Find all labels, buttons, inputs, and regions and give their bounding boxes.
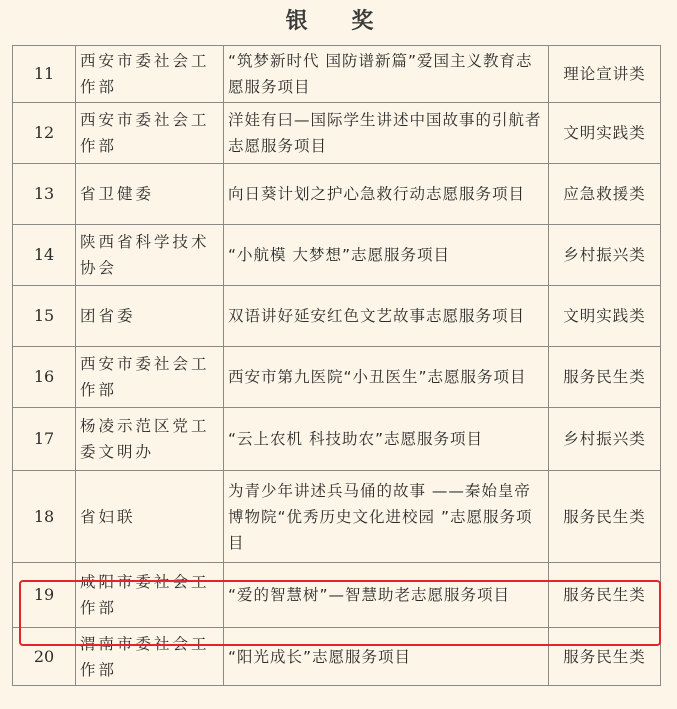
row-project: “筑梦新时代 国防谱新篇”爱国主义教育志愿服务项目: [224, 46, 549, 103]
table-row: [13, 628, 661, 686]
row-organization: 咸阳市委社会工作部: [76, 563, 224, 628]
row-category: 理论宣讲类: [549, 46, 661, 103]
table-row: [13, 103, 661, 164]
row-category: 应急救援类: [549, 164, 661, 225]
table-row: [13, 347, 661, 408]
row-number: 12: [13, 103, 76, 164]
table-row: [13, 225, 661, 286]
row-project: 洋娃有曰—国际学生讲述中国故事的引航者志愿服务项目: [224, 103, 549, 164]
row-organization: 西安市委社会工作部: [76, 46, 224, 103]
row-organization: 杨凌示范区党工委文明办: [76, 408, 224, 471]
awards-table: [12, 45, 661, 686]
row-number: 20: [13, 628, 76, 686]
row-number: 14: [13, 225, 76, 286]
row-project: “小航模 大梦想”志愿服务项目: [224, 225, 549, 286]
row-category: 服务民生类: [549, 471, 661, 563]
row-number: 15: [13, 286, 76, 347]
row-organization: 陕西省科学技术协会: [76, 225, 224, 286]
row-organization: 省妇联: [76, 471, 224, 563]
row-category: 文明实践类: [549, 103, 661, 164]
row-organization: 西安市委社会工作部: [76, 347, 224, 408]
row-number: 19: [13, 563, 76, 628]
row-project: 西安市第九医院“小丑医生”志愿服务项目: [224, 347, 549, 408]
table-row: [13, 563, 661, 628]
row-organization: 西安市委社会工作部: [76, 103, 224, 164]
row-category: 文明实践类: [549, 286, 661, 347]
row-number: 13: [13, 164, 76, 225]
row-number: 11: [13, 46, 76, 103]
row-number: 17: [13, 408, 76, 471]
row-project: 为青少年讲述兵马俑的故事 ——秦始皇帝博物院“优秀历史文化进校园 ”志愿服务项目: [224, 471, 549, 563]
row-category: 乡村振兴类: [549, 408, 661, 471]
row-project: “爱的智慧树”—智慧助老志愿服务项目: [224, 563, 549, 628]
table-row: [13, 408, 661, 471]
row-category: 乡村振兴类: [549, 225, 661, 286]
page-title: 银 奖: [285, 8, 392, 34]
row-organization: 团省委: [76, 286, 224, 347]
row-category: 服务民生类: [549, 628, 661, 686]
row-category: 服务民生类: [549, 347, 661, 408]
table-row: [13, 286, 661, 347]
row-project: “阳光成长”志愿服务项目: [224, 628, 549, 686]
row-category: 服务民生类: [549, 563, 661, 628]
table-row: [13, 164, 661, 225]
row-organization: 渭南市委社会工作部: [76, 628, 224, 686]
table-row: [13, 471, 661, 563]
row-project: “云上农机 科技助农”志愿服务项目: [224, 408, 549, 471]
row-project: 双语讲好延安红色文艺故事志愿服务项目: [224, 286, 549, 347]
row-project: 向日葵计划之护心急救行动志愿服务项目: [224, 164, 549, 225]
table-row: [13, 46, 661, 103]
row-organization: 省卫健委: [76, 164, 224, 225]
row-number: 16: [13, 347, 76, 408]
row-number: 18: [13, 471, 76, 563]
